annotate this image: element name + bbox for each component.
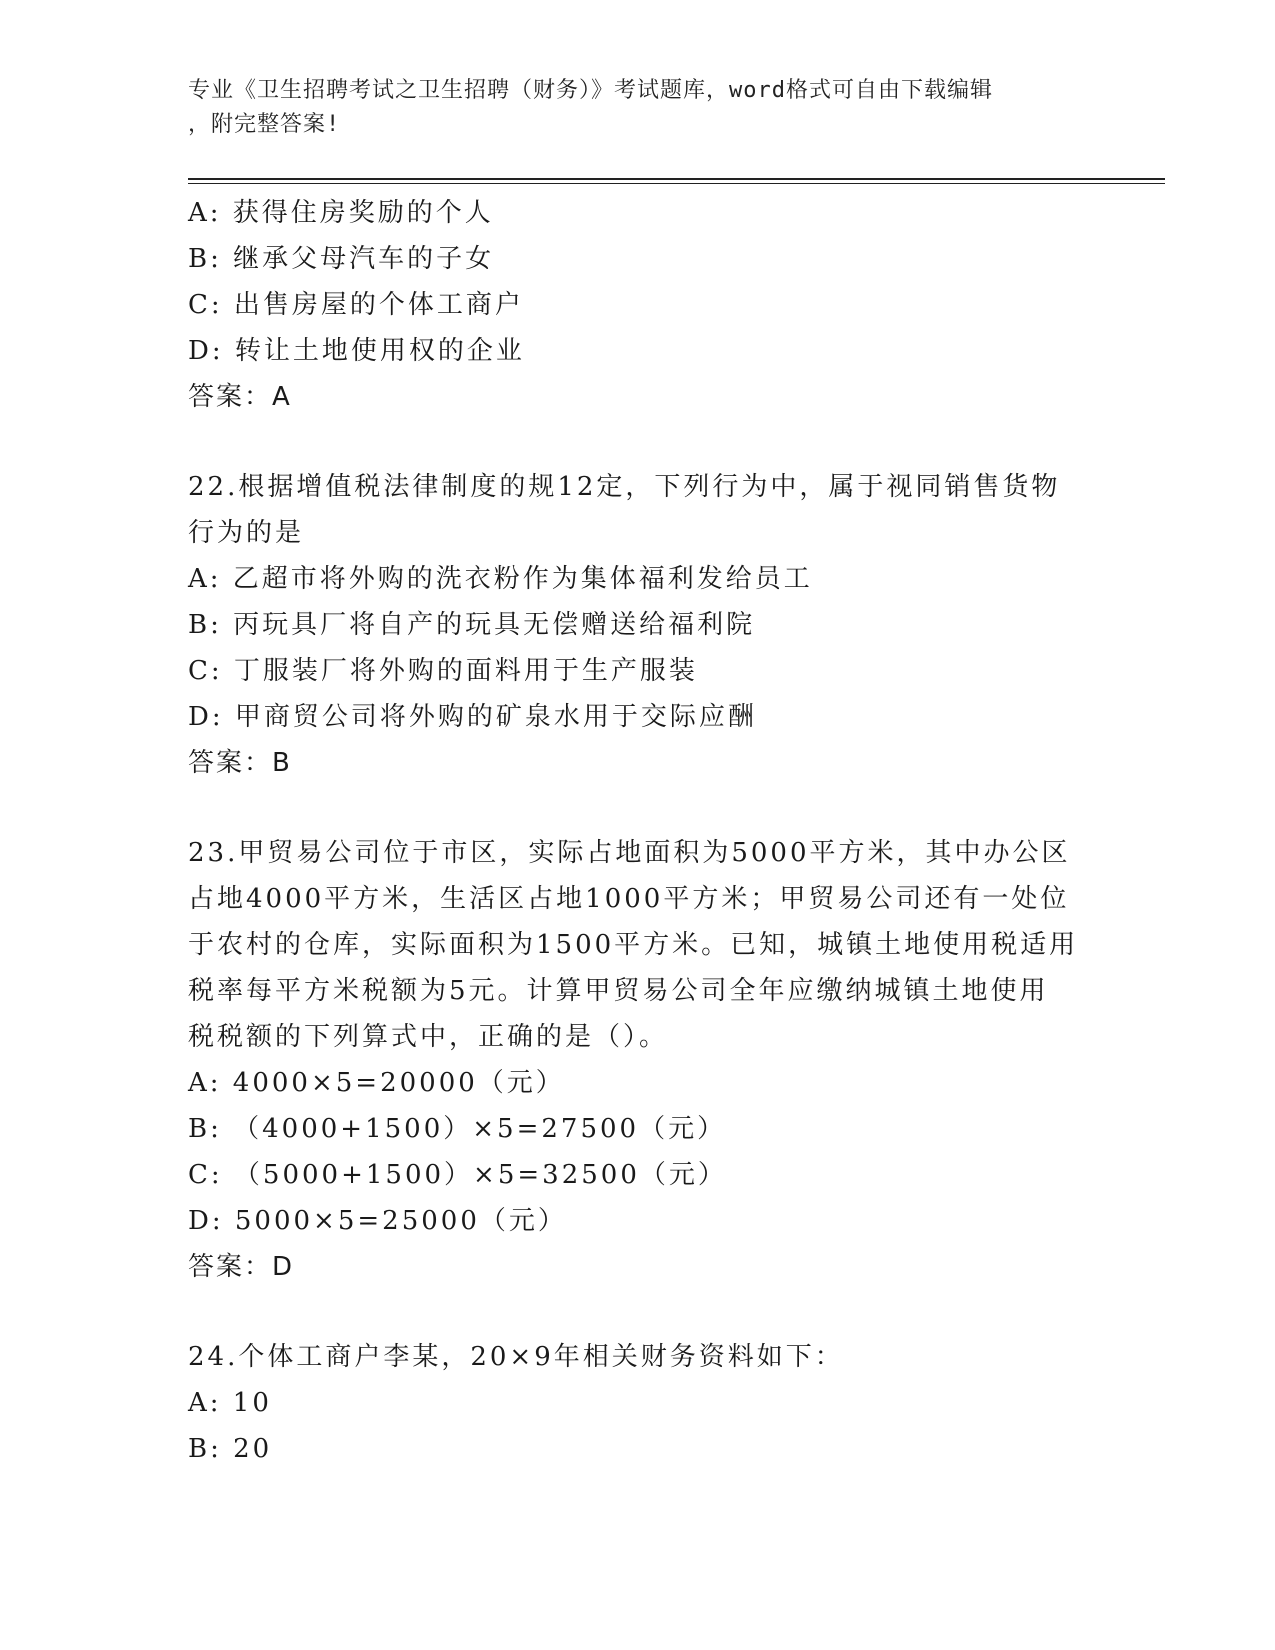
answer-line: 答案：A: [188, 382, 292, 412]
option-b: B: 20: [188, 1434, 273, 1464]
header-divider-thick: [188, 178, 1165, 180]
option-d: D: 5000×5=25000（元）: [188, 1206, 567, 1236]
option-b: B: （4000+1500）×5=27500（元）: [188, 1114, 727, 1144]
question-22: [188, 464, 1088, 786]
option-c: C: 出售房屋的个体工商户: [188, 290, 524, 320]
question-stem-line: 23.甲贸易公司位于市区，实际占地面积为5000平方米，其中办公区: [188, 838, 1071, 868]
option-a: A: 乙超市将外购的洗衣粉作为集体福利发给员工: [188, 564, 813, 594]
spacer: [188, 420, 1088, 464]
question-stem-line: 于农村的仓库，实际面积为1500平方米。已知，城镇土地使用税适用: [188, 930, 1079, 960]
spacer: [188, 1290, 1088, 1334]
option-a: A: 10: [188, 1388, 272, 1418]
option-a: A: 获得住房奖励的个人: [188, 198, 494, 228]
header-divider-thin: [188, 183, 1165, 184]
option-d: D: 甲商贸公司将外购的矿泉水用于交际应酬: [188, 702, 757, 732]
option-a: A: 4000×5=20000（元）: [188, 1068, 565, 1098]
question-21: [188, 190, 1088, 420]
option-d: D: 转让土地使用权的企业: [188, 336, 525, 366]
question-24: [188, 1334, 1088, 1472]
option-b: B: 继承父母汽车的子女: [188, 244, 495, 274]
header-line-2: ，附完整答案!: [188, 112, 341, 137]
question-list: [188, 190, 1088, 1472]
question-stem-line: 24.个体工商户李某，20×9年相关财务资料如下：: [188, 1342, 844, 1372]
option-b: B: 丙玩具厂将自产的玩具无偿赠送给福利院: [188, 610, 756, 640]
question-23: [188, 830, 1088, 1290]
answer-line: 答案：D: [188, 1252, 295, 1282]
question-stem-line: 行为的是: [188, 518, 305, 548]
option-c: C: （5000+1500）×5=32500（元）: [188, 1160, 727, 1190]
option-c: C: 丁服装厂将外购的面料用于生产服装: [188, 656, 698, 686]
answer-line: 答案：B: [188, 748, 292, 778]
question-stem-line: 税税额的下列算式中，正确的是（）。: [188, 1022, 669, 1052]
question-stem-line: 税率每平方米税额为5元。计算甲贸易公司全年应缴纳城镇土地使用: [188, 976, 1049, 1006]
question-stem-line: 22.根据增值税法律制度的规12定，下列行为中，属于视同销售货物: [188, 472, 1061, 502]
document-header: [188, 74, 1088, 142]
header-line-1: 专业《卫生招聘考试之卫生招聘（财务）》考试题库，word格式可自由下载编辑: [188, 78, 993, 103]
spacer: [188, 786, 1088, 830]
question-stem-line: 占地4000平方米，生活区占地1000平方米；甲贸易公司还有一处位: [188, 884, 1070, 914]
